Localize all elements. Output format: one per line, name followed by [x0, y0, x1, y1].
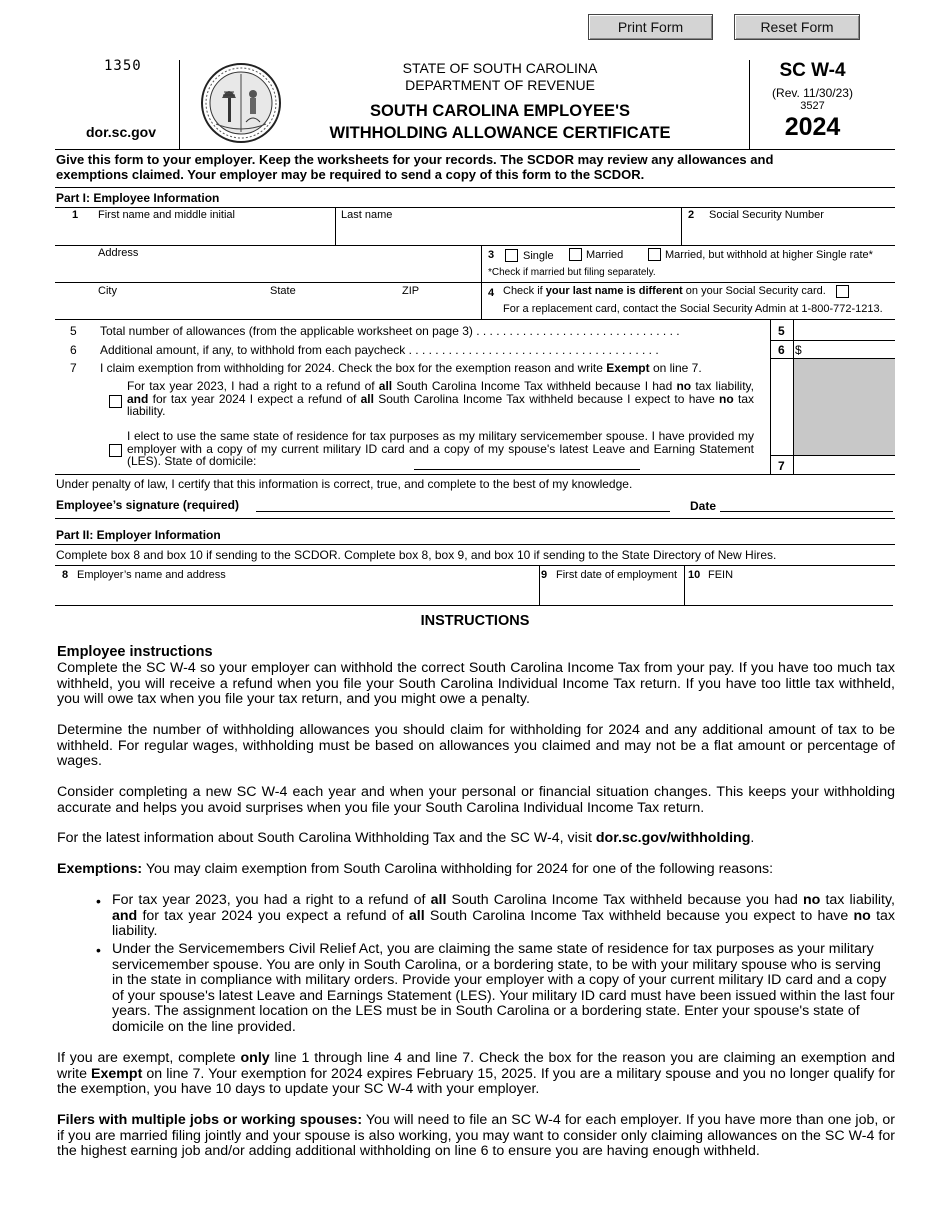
shaded-area	[794, 359, 895, 455]
name-different-checkbox[interactable]	[836, 285, 849, 298]
form-code: 1350	[104, 58, 142, 74]
line1-number: 1	[72, 209, 79, 221]
exemption-military-text: I elect to use the same state of residence for tax purposes as my military servicemember spouse. I have provided my employer with a copy of my current military ID card and a copy of my spouse's latest Leave and Earning Statement (LES). State of domicile:	[127, 429, 754, 468]
first-date-label: First date of employment	[556, 569, 678, 581]
line6-box-number: 6	[778, 343, 785, 357]
line5-number: 5	[70, 324, 77, 338]
department-label: DEPARTMENT OF REVENUE	[405, 77, 595, 93]
line4-number: 4	[488, 287, 495, 299]
married-checkbox[interactable]	[569, 248, 582, 261]
zip-input[interactable]	[400, 300, 480, 318]
line7-box-number: 7	[778, 459, 785, 473]
additional-amount-input[interactable]	[805, 341, 895, 359]
first-date-input[interactable]	[544, 584, 684, 604]
instructions-paragraph-1: Complete the SC W-4 so your employer can withhold the correct South Carolina Income Tax from your pay. If you have too much tax withheld, you will receive a refund when you file your South Carolina Individual Income Tax return. If you have too little tax withheld, you will owe tax when you file your tax return, and you might owe a penalty.	[57, 660, 895, 707]
part1-heading: Part I: Employee Information	[56, 191, 220, 205]
instructions-paragraph-4: For the latest information about South Carolina Withholding Tax and the SC W-4, visit dor.sc.gov/withholding.	[57, 830, 755, 846]
employer-name-input[interactable]	[62, 584, 536, 604]
single-checkbox[interactable]	[505, 249, 518, 262]
address-input[interactable]	[96, 262, 480, 282]
exemption-military-checkbox[interactable]	[109, 444, 122, 457]
reset-form-button[interactable]: Reset Form	[734, 14, 860, 40]
first-name-input[interactable]	[96, 224, 336, 244]
line2-number: 2	[688, 209, 695, 221]
exemption-refund-checkbox[interactable]	[109, 395, 122, 408]
line5-box-number: 5	[778, 324, 785, 338]
bullet-1-marker: •	[96, 893, 101, 909]
part2-heading: Part II: Employer Information	[56, 528, 221, 542]
city-label: City	[98, 285, 117, 297]
form-id: SC W-4	[779, 60, 846, 81]
line8-number: 8	[62, 569, 69, 581]
date-input[interactable]	[721, 496, 895, 512]
form-title-line-1: SOUTH CAROLINA EMPLOYEE'S	[370, 102, 630, 120]
exempt-input[interactable]	[797, 457, 895, 475]
zip-label: ZIP	[402, 285, 420, 297]
print-form-button[interactable]: Print Form	[588, 14, 713, 40]
intro-line-1: Give this form to your employer. Keep the worksheets for your records. The SCDOR may review any allowances and	[56, 152, 774, 167]
line7-number: 7	[70, 361, 77, 375]
form-number: 3527	[800, 100, 825, 112]
instructions-paragraph-6: If you are exempt, complete only line 1 through line 4 and line 7. Check the box for the reason you are claiming an exemption and write Exempt on line 7. Your exemption for 2024 expires February 15, 2025. If you are a military spouse and you no longer qualify for the exemption, you have 10 days to update your SC W-4 with your employer.	[57, 1050, 895, 1097]
state-seal-icon	[200, 62, 282, 144]
fein-input[interactable]	[690, 584, 894, 604]
instructions-paragraph-3: Consider completing a new SC W-4 each year and when your personal or financial situation changes. This keeps your withholding accurate and helps you avoid surprises when you file your South Carolina Individual Income Tax return.	[57, 784, 895, 816]
tax-year: 2024	[784, 113, 841, 141]
penalty-statement: Under penalty of law, I certify that this information is correct, true, and complete to the best of my knowledge.	[56, 477, 633, 491]
allowances-input[interactable]	[797, 322, 895, 340]
married-note: *Check if married but filing separately.	[488, 267, 656, 278]
ssn-label: Social Security Number	[709, 209, 824, 221]
part2-instruction: Complete box 8 and box 10 if sending to the SCDOR. Complete box 8, box 9, and box 10 if sending to the State Directory of New Hires.	[56, 548, 777, 562]
instructions-paragraph-7: Filers with multiple jobs or working spouses: You will need to file an SC W-4 for each employer. If you have more than one job, or if you are married filing jointly and your spouse is also working, you may want to consider only claiming allowances on the SC W-4 for the highest earning job and/or adding additional withholding on line 6 to ensure you are having enough withheld.	[57, 1112, 895, 1159]
ssn-input[interactable]	[686, 224, 896, 244]
married-higher-rate-checkbox[interactable]	[648, 248, 661, 261]
state-label: STATE OF SOUTH CAROLINA	[402, 60, 598, 76]
bullet-2-marker: •	[96, 942, 101, 958]
city-input[interactable]	[96, 300, 260, 318]
line5-label: Total number of allowances (from the applicable worksheet on page 3) . . . . . . . . . . . . . . . . . . . . . . . . . . . . . . .	[100, 324, 680, 338]
instructions-paragraph-2: Determine the number of withholding allowances you should claim for withholding for 2024 and any additional amount of tax to be withheld. For regular wages, withholding must be based on allowances you claimed and may not be a flat amount or percentage of wages.	[57, 722, 895, 769]
line4-replacement-note: For a replacement card, contact the Social Security Admin at 1-800-772-1213.	[503, 303, 883, 315]
dollar-sign: $	[795, 343, 802, 357]
employer-name-label: Employer’s name and address	[77, 569, 226, 581]
exemption-bullet-2: Under the Servicemembers Civil Relief Act, you are claiming the same state of residence for tax purposes as your military servicemember spouse. You are only in South Carolina, or a bordering state, to be with your military spouse who is serving in the state in compliance with military orders. Provide your employer with a copy of your current military ID card and a copy of your spouse's latest Leave and Earnings Statement (LES). Your military ID card must have been issued within the last four years. The assignment location on the LES must be in South Carolina or a bordering state. Enter your spouse's state of domicile on the line provided.	[112, 941, 895, 1035]
date-label: Date	[690, 499, 717, 513]
signature-line[interactable]	[256, 511, 670, 512]
line4-label: Check if your last name is different on your Social Security card.	[503, 285, 826, 297]
last-name-input[interactable]	[340, 224, 680, 244]
line6-number: 6	[70, 343, 77, 357]
line7-label: I claim exemption from withholding for 2024. Check the box for the exemption reason and write Exempt on line 7.	[100, 361, 702, 375]
line9-number: 9	[541, 569, 548, 581]
married-label: Married	[586, 249, 624, 261]
signature-label: Employee’s signature (required)	[56, 498, 239, 512]
state-input[interactable]	[268, 300, 392, 318]
line6-label: Additional amount, if any, to withhold from each paycheck . . . . . . . . . . . . . . . . . . . . . . . . . . . . . . . . . . . . . .	[100, 343, 659, 357]
instructions-heading: INSTRUCTIONS	[420, 613, 530, 629]
form-title-line-2: WITHHOLDING ALLOWANCE CERTIFICATE	[329, 124, 671, 142]
exemption-refund-text: For tax year 2023, I had a right to a refund of all South Carolina Income Tax withheld because I had no tax liability, and for tax year 2024 I expect a refund of all South Carolina Income Tax withheld because I expect to have no tax liability.	[127, 379, 754, 418]
exemptions-paragraph: Exemptions: You may claim exemption from South Carolina withholding for 2024 for one of the following reasons:	[57, 861, 774, 877]
website-label: dor.sc.gov	[86, 124, 157, 140]
line3-number: 3	[488, 249, 495, 261]
single-label: Single	[523, 250, 554, 262]
intro-line-2: exemptions claimed. Your employer may be required to send a copy of this form to the SCDOR.	[56, 167, 645, 182]
employee-instructions-heading: Employee instructions	[57, 644, 213, 660]
first-name-label: First name and middle initial	[98, 209, 235, 221]
fein-label: FEIN	[708, 569, 734, 581]
last-name-label: Last name	[341, 209, 393, 221]
line10-number: 10	[688, 569, 701, 581]
married-higher-rate-label: Married, but withhold at higher Single rate*	[665, 249, 873, 261]
state-label-field: State	[270, 285, 296, 297]
revision-date: (Rev. 11/30/23)	[772, 86, 853, 100]
exemption-bullet-1: For tax year 2023, you had a right to a refund of all South Carolina Income Tax withheld because you had no tax liability, and for tax year 2024 you expect a refund of all South Carolina Income Tax withheld because you expect to have no tax liability.	[112, 892, 895, 939]
address-label: Address	[98, 247, 139, 259]
